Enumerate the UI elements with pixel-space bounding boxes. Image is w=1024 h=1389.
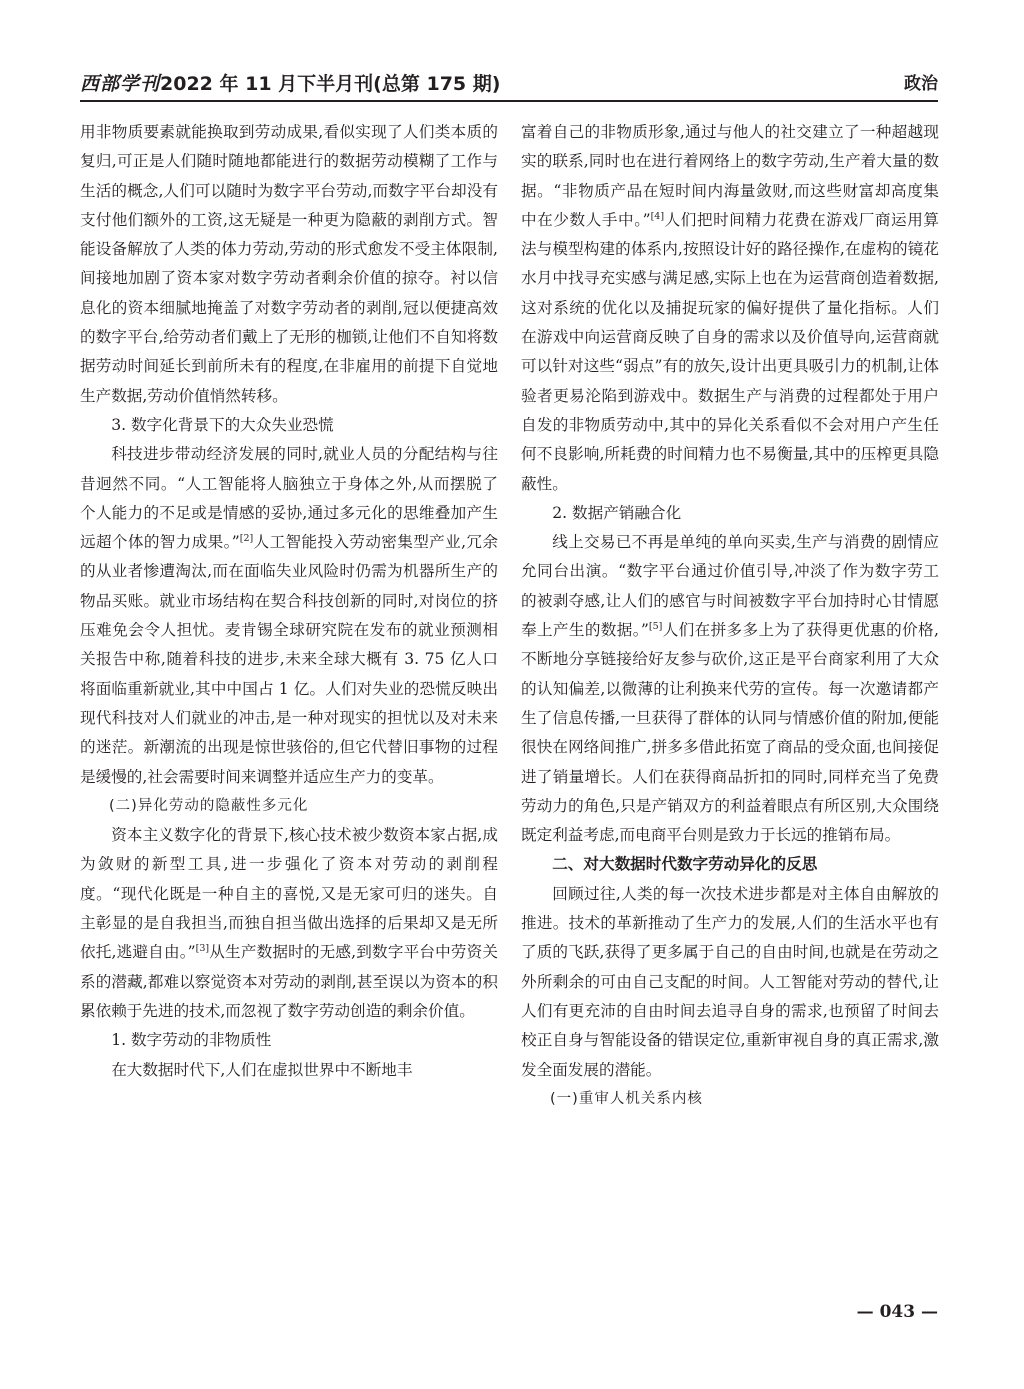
paragraph: 用非物质要素就能换取到劳动成果,看似实现了人们类本质的复归,可正是人们随时随地都能进行的数据劳动模糊了工作与生活的概念,人们可以随时为数字平台劳动,而数字平台却没有支付他们额外的工资,这无疑是一种更为隐蔽的剥削方式。智能设备解放了人类的体力劳动,劳动的形式愈发不受主体限制,间接地加剧了资本家对数字劳动者剩余价值的掠夺。衬以信息化的资本细腻地掩盖了对数字劳动者的剥削,冠以便捷高效的数字平台,给劳动者们戴上了无形的枷锁,让他们不自知将数据劳动时间延长到前所未有的程度,在非雇用的前提下自觉地生产数据,劳动价值悄然转移。	[80, 123, 498, 405]
right-column	[521, 118, 939, 1114]
issue-label: 2022 年 11 月下半月刊(总第 175 期)	[160, 73, 501, 95]
citation-4: [4]	[650, 210, 665, 222]
left-column	[80, 118, 498, 1085]
citation-5: [5]	[648, 621, 663, 633]
citation-2: [2]	[239, 533, 254, 545]
paragraph: 线上交易已不再是单纯的单向买卖,生产与消费的剧情应允同台出演。“数字平台通过价值引导,冲淡了作为数字劳工的被剥夺感,让人们的感官与时间被数字平台加持时心甘情愿奉上产生的数据。”[5]人们在拼多多上为了获得更优惠的价格,不断地分享链接给好友参与砍价,这正是平台商家利用了大众的认知偏差,以微薄的让利换来代劳的宣传。每一次邀请都产生了信息传播,一旦获得了群体的认同与情感价值的附加,便能很快在网络间推广,拼多多借此拓宽了商品的受众面,也间接促进了销量增长。人们在获得商品折扣的同时,同样充当了免费劳动力的角色,只是产销双方的利益着眼点有所区别,大众围绕既定利益考虑,而电商平台则是致力于长远的推销布局。	[521, 533, 939, 845]
paragraph: 资本主义数字化的背景下,核心技术被少数资本家占据,成为敛财的新型工具,进一步强化了资本对劳动的剥削程度。“现代化既是一种自主的喜悦,又是无家可归的迷失。自主彰显的是自我担当,而独自担当做出选择的后果却又是无所依托,逃避自由。”[3]从生产数据时的无感,到数字平台中劳资关系的潜藏,都难以察觉资本对劳动的剥削,甚至误以为资本的积累依赖于先进的技术,而忽视了数字劳动创造的剩余价值。	[80, 826, 498, 1020]
subheading-1: 1. 数字劳动的非物质性	[111, 1031, 272, 1050]
paragraph: 富着自己的非物质形象,通过与他人的社交建立了一种超越现实的联系,同时也在进行着网络上的数字劳动,生产着大量的数据。“非物质产品在短时间内海量敛财,而这些财富却高度集中在少数人手中。”[4]人们把时间精力花费在游戏厂商运用算法与模型构建的体系内,按照设计好的路径操作,在虚构的镜花水月中找寻充实感与满足感,实际上也在为运营商创造着数据,这对系统的优化以及捕捉玩家的偏好提供了量化指标。人们在游戏中向运营商反映了自身的需求以及价值导向,运营商就可以针对这些“弱点”有的放矢,设计出更具吸引力的机制,让体验者更易沦陷到游戏中。数据生产与消费的过程都处于用户自发的非物质劳动中,其中的异化关系看似不会对用户产生任何不良影响,所耗费的时间精力也不易衡量,其中的压榨更具隐蔽性。	[521, 123, 939, 493]
subheading-section-1: (一)重审人机关系内核	[550, 1090, 703, 1107]
running-header	[80, 70, 938, 102]
citation-3: [3]	[195, 943, 210, 955]
subheading-2: 2. 数据产销融合化	[552, 503, 682, 522]
journal-masthead	[80, 70, 500, 98]
paragraph: 科技进步带动经济发展的同时,就业人员的分配结构与往昔迥然不同。“人工智能将人脑独立于身体之外,从而摆脱了个人能力的不足或是情感的妥协,通过多元化的思维叠加产生远超个体的智力成果。”[2]人工智能投入劳动密集型产业,冗余的从业者惨遭淘汰,而在面临失业风险时仍需为机器所生产的物品买账。就业市场结构在契合科技创新的同时,对岗位的挤压难免会令人担忧。麦肯锡全球研究院在发布的就业预测相关报告中称,随着科技的进步,未来全球大概有 3. 75 亿人口将面临重新就业,其中中国占 1 亿。人们对失业的恐慌反映出现代科技对人们就业的冲击,是一种对现实的担忧以及对未来的迷茫。新潮流的出现是惊世骇俗的,但它代替旧事物的过程是缓慢的,社会需要时间来调整并适应生产力的变革。	[80, 445, 498, 786]
paragraph: 在大数据时代下,人们在虚拟世界中不断地丰	[111, 1060, 413, 1079]
section-heading: 二、对大数据时代数字劳动异化的反思	[552, 855, 818, 874]
subheading-section-2: (二)异化劳动的隐蔽性多元化	[109, 797, 309, 814]
paragraph: 回顾过往,人类的每一次技术进步都是对主体自由解放的推进。技术的革新推动了生产力的发展,人们的生活水平也有了质的飞跃,获得了更多属于自己的自由时间,也就是在劳动之外所剩余的可由自己支配的时间。人工智能对劳动的替代,让人们有更充沛的自由时间去追寻自身的需求,也预留了时间去校正自身与智能设备的错误定位,重新审视自身的真正需求,激发全面发展的潜能。	[521, 884, 939, 1079]
subheading-3: 3. 数字化背景下的大众失业恐慌	[111, 415, 334, 434]
section-label: 政治	[904, 74, 938, 94]
page-number: — 043 —	[856, 1302, 938, 1322]
journal-logo: 西部学刊	[80, 73, 161, 95]
